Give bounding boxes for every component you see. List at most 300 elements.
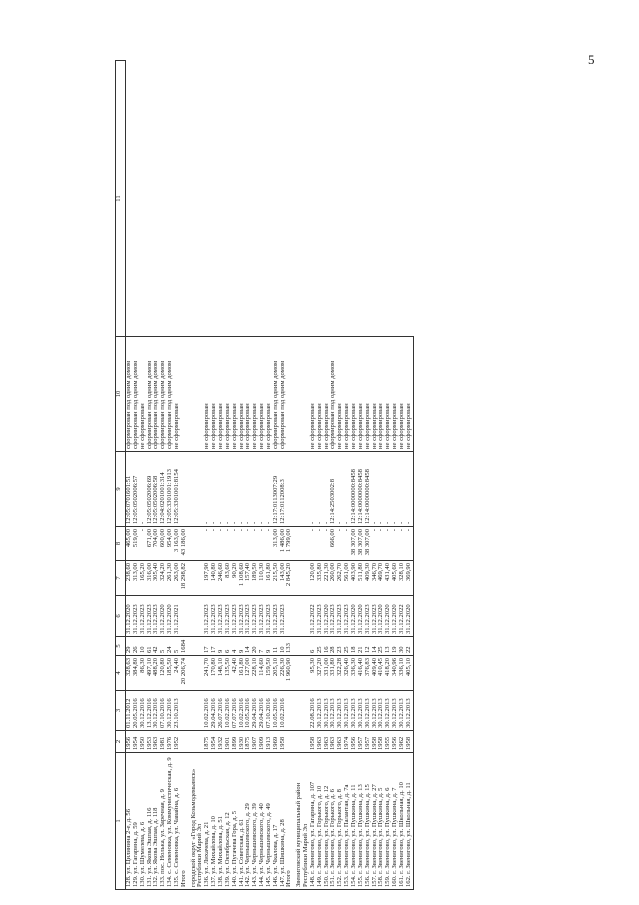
cell-c8: 83,60 (225, 561, 232, 596)
cell-c3: 1953 (147, 731, 154, 753)
cell-c6: 26 (133, 637, 140, 656)
cell-name: 160. г. Звенигово, ул. Пушкина, д. 7 (392, 753, 399, 890)
total-row (181, 61, 188, 890)
cell-c4: 30.12.2013 (385, 691, 392, 731)
cell-c11: не сформирован (252, 337, 259, 452)
cell-c5: 135,50 (225, 656, 232, 691)
cell-c8: 18 298,82 (181, 561, 188, 596)
cell-name: 138. ул. Михайлова, д. 51 (218, 753, 225, 890)
table-row (399, 61, 406, 890)
cell-c8: 110,30 (259, 561, 266, 596)
table-row (147, 61, 154, 890)
table-row (140, 61, 147, 890)
cell-c11: не сформирован (232, 337, 239, 452)
cell-name: Звениговский муниципальный район Республики Марий Эл (293, 753, 310, 890)
table-row (225, 61, 232, 890)
cell-c3: 1875 (245, 731, 252, 753)
table-row (133, 61, 140, 890)
cell-c9: 38 307,00 (358, 527, 365, 561)
cell-c6: 19 (392, 637, 399, 656)
cell-c11: не сформирован (266, 337, 273, 452)
cell-c10: - (259, 452, 266, 527)
cell-c7: 31.12.2023 (232, 596, 239, 637)
cell-c10: - (310, 452, 317, 527)
cell-c8: 403,90 (351, 561, 358, 596)
cell-c3: 1957 (358, 731, 365, 753)
column-header-10: 10 (116, 337, 126, 452)
cell-c10 (293, 452, 310, 527)
cell-c5: 326,40 (344, 656, 351, 691)
cell-c10: - (344, 452, 351, 527)
cell-name: 153. г. Звенигово, ул. Палантая, д. 7а (344, 753, 351, 890)
cell-name: 137. ул. Михайлова, д. 10 (211, 753, 218, 890)
cell-c3: 1969 (273, 731, 280, 753)
table-row (280, 61, 287, 890)
cell-c6: 28 (330, 637, 337, 656)
cell-c3: 1907 (252, 731, 259, 753)
cell-c4: 29.04.2016 (252, 691, 259, 731)
cell-c8: 2 845,20 (286, 561, 293, 596)
cell-c3: 1955 (385, 731, 392, 753)
cell-c5: 185,50 (167, 656, 174, 691)
cell-c10: - (337, 452, 344, 527)
cell-c7: 31.12.2023 (239, 596, 246, 637)
cell-c3: 1958 (280, 731, 287, 753)
cell-c10: 12:05:0502006:57 (133, 452, 140, 527)
cell-c10 (181, 452, 188, 527)
cell-c7: 31.12.2020 (324, 596, 331, 637)
cell-c10: - (252, 452, 259, 527)
table-row (259, 61, 266, 890)
cell-c10: - (378, 452, 385, 527)
cell-c5: 336,30 (351, 656, 358, 691)
cell-c10: - (266, 452, 273, 527)
table-row (330, 61, 337, 890)
cell-c11: сформирован под одним домом (160, 337, 167, 452)
cell-c4: 30.12.2013 (406, 691, 413, 731)
cell-c4: 30.12.2016 (153, 691, 160, 731)
cell-c6: 22 (406, 637, 413, 656)
cell-c9 (188, 527, 205, 561)
cell-c3: 1958 (372, 731, 379, 753)
cell-c9: - (372, 527, 379, 561)
cell-c3: 1901 (225, 731, 232, 753)
cell-c3: 1981 (160, 731, 167, 753)
table-row (204, 61, 211, 890)
cell-c8: 1 108,60 (239, 561, 246, 596)
cell-c6: 25 (344, 637, 351, 656)
table-row (273, 61, 280, 890)
cell-c5: 20 206,74 (181, 656, 188, 691)
cell-c7: 31.12.2023 (133, 596, 140, 637)
cell-c8: 346,70 (372, 561, 379, 596)
cell-c10: 12:14:2503002:8 (330, 452, 337, 527)
rotated-table-sheet (115, 60, 597, 890)
cell-c4: 30.12.2013 (365, 691, 372, 731)
cell-c9: 704,00 (153, 527, 160, 561)
cell-c7: 31.12.2023 (372, 596, 379, 637)
cell-c6: 16 (324, 637, 331, 656)
cell-c7: 31.12.2023 (280, 596, 287, 637)
table-row (406, 61, 413, 890)
cell-c4: 10.05.2016 (245, 691, 252, 731)
cell-c7: 31.12.2023 (259, 596, 266, 637)
cell-c7: 31.12.2020 (160, 596, 167, 637)
cell-c7: 31.12.2020 (167, 596, 174, 637)
cell-c4: 07.10.2016 (160, 691, 167, 731)
cell-c8: 335,80 (317, 561, 324, 596)
cell-c9: - (218, 527, 225, 561)
cell-c10: - (385, 452, 392, 527)
cell-c10: - (225, 452, 232, 527)
cell-c9: 38 307,00 (351, 527, 358, 561)
cell-c7: 31.12.2023 (252, 596, 259, 637)
section-row (293, 61, 310, 890)
cell-name: 149. г. Звенигово, ул. Горького, д. 10 (317, 753, 324, 890)
table-row (324, 61, 331, 890)
cell-c5: 114,60 (259, 656, 266, 691)
cell-c8: 261,30 (167, 561, 174, 596)
cell-c5: 148,10 (218, 656, 225, 691)
cell-c10: - (317, 452, 324, 527)
cell-c7: 31.12.2020 (351, 596, 358, 637)
cell-c5: 384,80 (133, 656, 140, 691)
cell-name: 147. ул. Шишкина, д. 28 (280, 753, 287, 890)
cell-c3: 1954 (211, 731, 218, 753)
cell-c4: 22.08.2016 (310, 691, 317, 731)
cell-c10 (286, 452, 293, 527)
cell-c11: сформирован под одним домом (147, 337, 154, 452)
cell-c7: 31.12.2023 (140, 596, 147, 637)
cell-c6: 6 (310, 637, 317, 656)
cell-c5: 86,30 (140, 656, 147, 691)
cell-c4: 01.11.2012 (126, 691, 133, 731)
cell-c7: 31.12.2020 (126, 596, 133, 637)
cell-c8: 405,60 (392, 561, 399, 596)
cell-c3: 1932 (218, 731, 225, 753)
cell-c5: 228,10 (252, 656, 259, 691)
cell-c3: 1958 (378, 731, 385, 753)
cell-name: городской округ «Город Козьмодемьянск» Республики Марий Эл (188, 753, 205, 890)
cell-c7: 31.12.2023 (225, 596, 232, 637)
cell-name: 157. г. Звенигово, ул. Пушкина, д. 27 (372, 753, 379, 890)
cell-c8: 324,20 (160, 561, 167, 596)
cell-c5: 331,00 (324, 656, 331, 691)
cell-c11 (286, 337, 293, 452)
cell-c4 (181, 691, 188, 731)
cell-c8: 189,50 (252, 561, 259, 596)
cell-name: Итого (181, 753, 188, 890)
cell-c11: не сформирован (140, 337, 147, 452)
cell-c11: не сформирован (317, 337, 324, 452)
cell-c9: 38 307,00 (365, 527, 372, 561)
cell-c7: 31.12.2023 (245, 596, 252, 637)
cell-c4: 30.12.2013 (317, 691, 324, 731)
cell-c8: 561,00 (344, 561, 351, 596)
cell-c4: 30.12.2013 (399, 691, 406, 731)
cell-c6 (188, 637, 205, 656)
column-header-4: 4 (116, 656, 126, 691)
table-rotation-wrapper (115, 60, 597, 890)
cell-c6: 29 (126, 637, 133, 656)
cell-c11: сформирован под одним домом (280, 337, 287, 452)
cell-c8: 221,30 (324, 561, 331, 596)
cell-c4: 30.12.2013 (337, 691, 344, 731)
cell-c3: 1958 (310, 731, 317, 753)
cell-c9: 600,00 (160, 527, 167, 561)
cell-name: 135. с. Семеновка, ул. Чавайна, д. 6 (174, 753, 181, 890)
cell-c7: 31.12.2020 (378, 596, 385, 637)
cell-c10: 12:14:0000000:8458 (358, 452, 365, 527)
cell-c8: 328,10 (399, 561, 406, 596)
cell-c11: сформирован под одним домом (167, 337, 174, 452)
cell-c5: 409,40 (372, 656, 379, 691)
table-row (211, 61, 218, 890)
cell-c6: 4 (232, 637, 239, 656)
cell-c9: 43 186,00 (181, 527, 188, 561)
cell-c3: 1974 (344, 731, 351, 753)
cell-c3: 1956 (351, 731, 358, 753)
cell-name: 150. г. Звенигово, ул. Горького, д. 12 (324, 753, 331, 890)
cell-c6: 11 (273, 637, 280, 656)
cell-c5: 120,80 (160, 656, 167, 691)
cell-c8: 431,40 (385, 561, 392, 596)
cell-c8: 316,00 (147, 561, 154, 596)
cell-c9: - (232, 527, 239, 561)
cell-name: Итого (286, 753, 293, 890)
cell-c7: 31.12.2022 (399, 596, 406, 637)
cell-c7: 31.12.2021 (174, 596, 181, 637)
cell-c3 (188, 731, 205, 753)
cell-c8: 262,70 (337, 561, 344, 596)
cell-name: 162. г. Звенигово, ул. Школьная, д. 11 (406, 753, 413, 890)
cell-c8: 260,00 (330, 561, 337, 596)
cell-c3: 1930 (239, 731, 246, 753)
cell-c5: 241,70 (204, 656, 211, 691)
cell-c9: - (406, 527, 413, 561)
cell-c3: 1962 (399, 731, 406, 753)
cell-c4: 30.12.2013 (324, 691, 331, 731)
cell-name: 161. г. Звенигово, ул. Школьная, д. 10 (399, 753, 406, 890)
cell-name: 155. г. Звенигово, ул. Пушкина, д. 13 (358, 753, 365, 890)
table-row (392, 61, 399, 890)
cell-c6: 21 (358, 637, 365, 656)
cell-c7: 31.12.2023 (218, 596, 225, 637)
cell-c9: - (204, 527, 211, 561)
cell-c9: 954,00 (167, 527, 174, 561)
cell-c10 (188, 452, 205, 527)
cell-c11: сформирован под одним домом (126, 337, 133, 452)
cell-c10: - (324, 452, 331, 527)
cell-c11: не сформирован (218, 337, 225, 452)
cell-c3: 1976 (167, 731, 174, 753)
cell-c9: - (211, 527, 218, 561)
cell-name: 134. с. Семеновка, ул. Коммунистическая, д. 9 (167, 753, 174, 890)
cell-c9: - (140, 527, 147, 561)
cell-c3: 1963 (330, 731, 337, 753)
cell-c9: 313,00 (273, 527, 280, 561)
cell-c11 (181, 337, 188, 452)
cell-c6: 42 (153, 637, 160, 656)
cell-c6: 24 (167, 637, 174, 656)
table-row (365, 61, 372, 890)
cell-c10: - (239, 452, 246, 527)
header-row (116, 61, 126, 890)
cell-c11 (293, 337, 310, 452)
cell-c9: - (266, 527, 273, 561)
cell-c11: не сформирован (225, 337, 232, 452)
cell-c8: 143,00 (280, 561, 287, 596)
cell-c5: 340,96 (392, 656, 399, 691)
cell-c4: 30.12.2013 (372, 691, 379, 731)
cell-c9: - (259, 527, 266, 561)
cell-c11: не сформирован (372, 337, 379, 452)
column-header-5: 5 (116, 637, 126, 656)
cell-c5: 1 960,90 (286, 656, 293, 691)
cell-c3: 1963 (317, 731, 324, 753)
cell-c3 (293, 731, 310, 753)
cell-c7: 31.12.2023 (317, 596, 324, 637)
cell-name: 154. г. Звенигово, ул. Пушкина, д. 11 (351, 753, 358, 890)
cell-c4: 30.12.2013 (378, 691, 385, 731)
cell-c5: 226,30 (280, 656, 287, 691)
cell-c6: 1684 (181, 637, 188, 656)
cell-c7: 31.12.2023 (344, 596, 351, 637)
cell-c9: - (252, 527, 259, 561)
cell-c3: 1950 (140, 731, 147, 753)
cell-c6: 61 (147, 637, 154, 656)
cell-name: 152. г. Звенигово, ул. Горького, д. 8 (337, 753, 344, 890)
cell-c8: 215,50 (273, 561, 280, 596)
cell-c3: 1954 (133, 731, 140, 753)
cell-c7: 31.12.2023 (266, 596, 273, 637)
cell-c6: 30 (399, 637, 406, 656)
column-header-8: 8 (116, 527, 126, 561)
cell-c11: не сформирован (378, 337, 385, 452)
cell-c9: - (245, 527, 252, 561)
cell-name: 143. ул. Чернышевского, д. 39 (252, 753, 259, 890)
cell-c11: не сформирован (337, 337, 344, 452)
cell-c8: 305,40 (153, 561, 160, 596)
cell-c11: не сформирован (399, 337, 406, 452)
cell-c4: 30.12.2013 (344, 691, 351, 731)
table-row (317, 61, 324, 890)
cell-c7: 31.12.2023 (337, 596, 344, 637)
cell-c10: 12:05:3301001:1913 (167, 452, 174, 527)
cell-c9: - (317, 527, 324, 561)
table-row (126, 61, 133, 890)
cell-c8: 511,80 (358, 561, 365, 596)
cell-c3: 1899 (232, 731, 239, 753)
cell-c6: 10 (140, 637, 147, 656)
cell-c8: 246,60 (218, 561, 225, 596)
column-header-6: 6 (116, 596, 126, 637)
cell-name: 133. пос. Нолька, ул. Заречная, д. 9 (160, 753, 167, 890)
cell-name: 156. г. Звенигово, ул. Пушкина, д. 15 (365, 753, 372, 890)
cell-c7: 31.12.2020 (385, 596, 392, 637)
cell-c5: 42,40 (232, 656, 239, 691)
table-row (232, 61, 239, 890)
cell-c6: 5 (174, 637, 181, 656)
cell-c8 (293, 561, 310, 596)
cell-c9: - (344, 527, 351, 561)
cell-c6 (293, 637, 310, 656)
table-row (218, 61, 225, 890)
cell-c7 (188, 596, 205, 637)
cell-c7: 31.12.2023 (147, 596, 154, 637)
cell-c5: 170,80 (211, 656, 218, 691)
cell-c6: 17 (211, 637, 218, 656)
column-header-11: 11 (116, 61, 126, 337)
cell-c7: 31.12.2023 (330, 596, 337, 637)
cell-c4: 13.12.2016 (147, 691, 154, 731)
cell-c5: 205,10 (273, 656, 280, 691)
cell-c7: 31.12.2020 (358, 596, 365, 637)
cell-c10: - (140, 452, 147, 527)
cell-c10: - (232, 452, 239, 527)
cell-c4 (286, 691, 293, 731)
cell-c4: 30.12.2013 (351, 691, 358, 731)
cell-c5: 95,30 (310, 656, 317, 691)
cell-c3: 1963 (153, 731, 160, 753)
cell-c7: 31.12.2022 (310, 596, 317, 637)
cell-c9: - (385, 527, 392, 561)
cell-c10: 12:05:0701601:51 (126, 452, 133, 527)
cell-c4: 10.05.2016 (273, 691, 280, 731)
cell-c4: 07.10.2016 (266, 691, 273, 731)
cell-c6: 9 (218, 637, 225, 656)
cell-c6: 17 (204, 637, 211, 656)
cell-c10: - (204, 452, 211, 527)
cell-c4: 29.04.2016 (211, 691, 218, 731)
cell-c11: не сформирован (211, 337, 218, 452)
table-row (174, 61, 181, 890)
cell-c6: 25 (378, 637, 385, 656)
cell-c10: 12:05:3301001:8154 (174, 452, 181, 527)
cell-c5 (188, 656, 205, 691)
cell-c11: не сформирован (174, 337, 181, 452)
cell-c4: 30.12.2013 (358, 691, 365, 731)
cell-c9: - (378, 527, 385, 561)
cell-c11: не сформирован (245, 337, 252, 452)
cell-c11: не сформирован (204, 337, 211, 452)
cell-c5: 331,80 (330, 656, 337, 691)
table-row (252, 61, 259, 890)
cell-c5: 376,83 (365, 656, 372, 691)
cell-c5: 328,63 (126, 656, 133, 691)
cell-name: 159. г. Звенигово, ул. Пушкина, д. 6 (385, 753, 392, 890)
cell-c3: 1956 (392, 731, 399, 753)
cell-c3: 1909 (259, 731, 266, 753)
cell-c8: 369,90 (406, 561, 413, 596)
cell-c5: 336,10 (399, 656, 406, 691)
cell-c10: - (392, 452, 399, 527)
cell-c11: не сформирован (351, 337, 358, 452)
cell-c6: 7 (259, 637, 266, 656)
cell-c6: 12 (365, 637, 372, 656)
cell-c9: - (399, 527, 406, 561)
cell-c11: сформирован под одним домом (133, 337, 140, 452)
cell-c5: 127,00 (245, 656, 252, 691)
cell-c4: 30.12.2016 (140, 691, 147, 731)
cell-c11: не сформирован (365, 337, 372, 452)
cell-name: 141. ул. Советская, д. 61 (239, 753, 246, 890)
housing-table (115, 60, 414, 890)
cell-c8: 238,60 (126, 561, 133, 596)
cell-c6: 9 (239, 637, 246, 656)
cell-c3 (286, 731, 293, 753)
cell-c11: не сформирован (385, 337, 392, 452)
